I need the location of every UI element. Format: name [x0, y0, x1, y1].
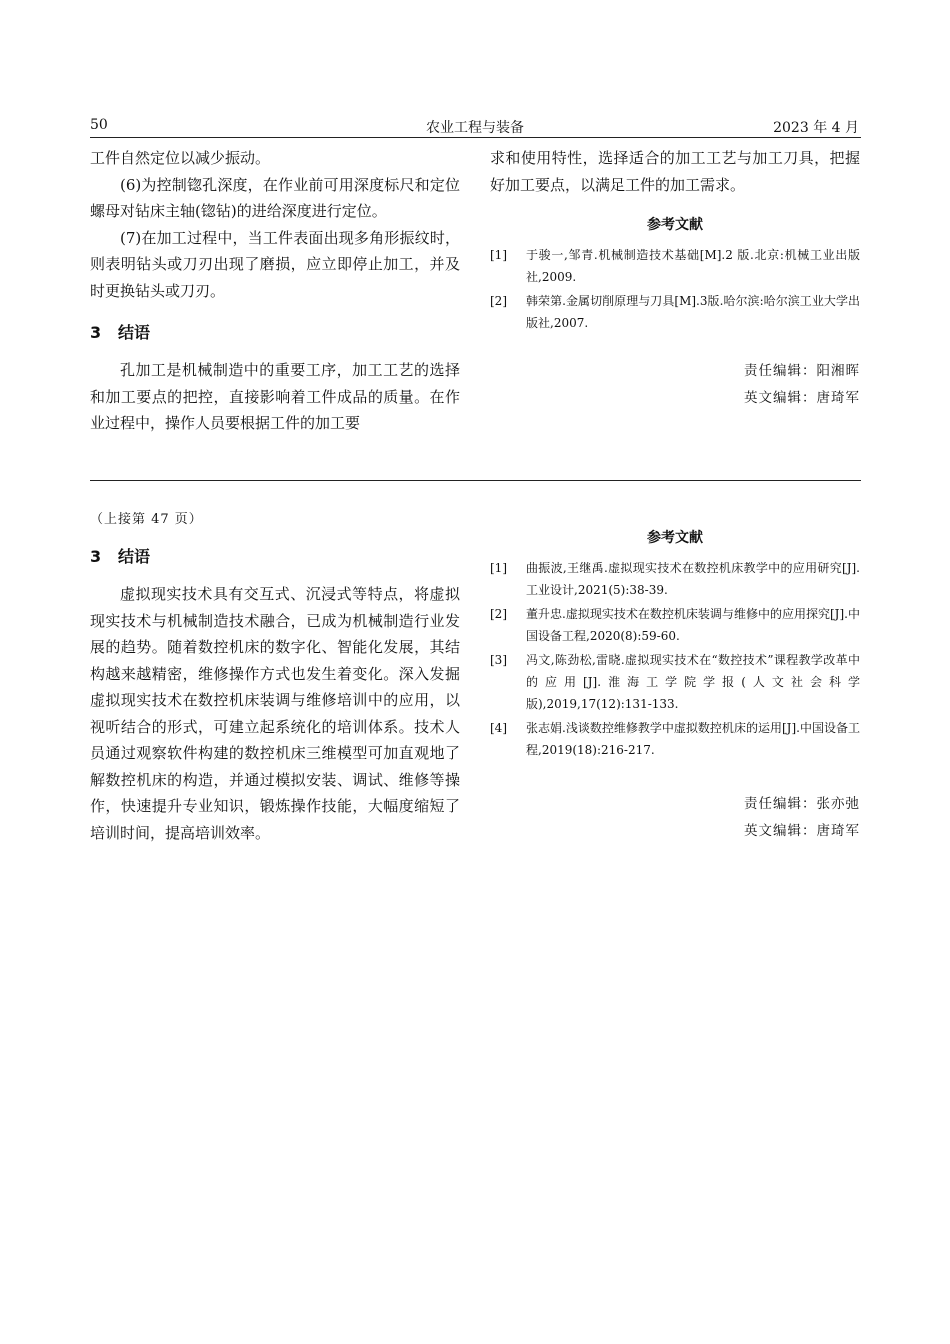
article2-right-column [490, 527, 860, 845]
section-number: 3 [90, 323, 102, 342]
header-rule [90, 137, 861, 138]
journal-title: 农业工程与装备 [426, 120, 524, 136]
article2-left-column [90, 508, 460, 846]
conclusion-paragraph: 虚拟现实技术具有交互式、沉浸式等特点，将虚拟现实技术与机械制造技术融合，已成为机械制造行业发展的趋势。随着数控机床的数字化、智能化发展，其结构越来越精密，维修操作方式也发生着变化。深入发掘虚拟现实技术在数控机床装调与维修培训中的应用，以视听结合的形式，可建立起系统化的培训体系。技术人员通过观察软件构建的数控机床三维模型可加直观地了解数控机床的构造，并通过模拟安装、调试、维修等操作，快速提升专业知识，锻炼操作技能，大幅度缩短了培训时间，提高培训效率。 [90, 585, 460, 842]
reference-number: [1] [490, 561, 507, 575]
editor-credit: 责任编辑：阳湘晖 [744, 363, 860, 379]
conclusion-paragraph: 孔加工是机械制造中的重要工序，加工工艺的选择和加工要点的把控，直接影响着工件成品的质量。在作业过程中，操作人员要根据工件的加工要 [90, 361, 460, 432]
section-number: 3 [90, 547, 102, 566]
reference-text: 曲振波,王继禹.虚拟现实技术在数控机床教学中的应用研究[J].工业设计,2021(5):38-39. [526, 561, 860, 597]
body-paragraph: (6)为控制锪孔深度，在作业前可用深度标尺和定位螺母对钻床主轴(锪钻)的进给深度进行定位。 [90, 175, 460, 220]
reference-text: 于骏一,邹青.机械制造技术基础[M].2 版.北京:机械工业出版社,2009. [526, 248, 860, 284]
reference-item [490, 244, 860, 288]
issue-date: 2023 年 4 月 [773, 120, 859, 136]
reference-number: [4] [490, 721, 507, 735]
reference-item [490, 717, 860, 761]
reference-text: 董升忠.虚拟现实技术在数控机床装调与维修中的应用探究[J].中国设备工程,2020(8):59-60. [526, 607, 860, 643]
section-heading [90, 320, 460, 343]
editor-credit: 责任编辑：张亦弛 [744, 796, 860, 812]
reference-text: 韩荣第.金属切削原理与刀具[M].3版.哈尔滨:哈尔滨工业大学出版社,2007. [526, 294, 860, 330]
reference-text: 张志娟.浅谈数控维修教学中虚拟数控机床的运用[J].中国设备工程,2019(18):216-217. [526, 721, 860, 757]
section-heading [90, 544, 460, 567]
article-separator-rule [90, 480, 861, 481]
continuation-paragraph: 求和使用特性，选择适合的加工工艺与加工刀具，把握好加工要点，以满足工件的加工需求。 [490, 149, 860, 194]
reference-number: [3] [490, 653, 507, 667]
reference-text: 冯文,陈劲松,雷晓.虚拟现实技术在“数控技术”课程教学改革中的应用[J].淮海工学院学报(人文社会科学版),2019,17(12):131-133. [526, 653, 860, 711]
section-title: 结语 [118, 323, 151, 342]
article1-left-column [90, 145, 460, 437]
reference-number: [2] [490, 607, 507, 621]
continued-from-note: （上接第 47 页） [90, 512, 203, 527]
section-title: 结语 [118, 547, 151, 566]
body-paragraph: (7)在加工过程中，当工件表面出现多角形振纹时，则表明钻头或刀刃出现了磨损，应立即停止加工，并及时更换钻头或刀刃。 [90, 228, 460, 300]
references-heading: 参考文献 [647, 530, 703, 546]
reference-item [490, 557, 860, 601]
english-editor-credit: 英文编辑：唐琦军 [744, 390, 860, 406]
article1-right-column [490, 145, 860, 412]
english-editor-credit: 英文编辑：唐琦军 [744, 823, 860, 839]
body-paragraph: 工件自然定位以减少振动。 [90, 149, 271, 167]
reference-item [490, 290, 860, 334]
reference-item [490, 649, 860, 715]
page-number: 50 [90, 117, 108, 133]
reference-number: [1] [490, 248, 507, 262]
reference-number: [2] [490, 294, 507, 308]
references-heading: 参考文献 [647, 217, 703, 233]
reference-item [490, 603, 860, 647]
